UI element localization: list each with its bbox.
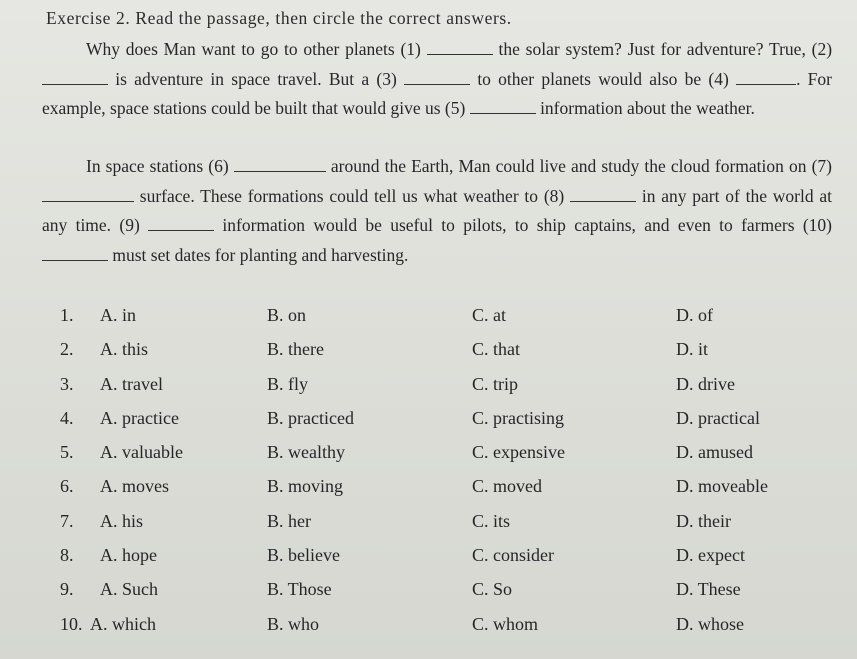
passage-text: surface. These formations could tell us what weather to (8)	[139, 185, 565, 206]
question-row-5	[60, 442, 840, 476]
exercise-title: Exercise 2. Read the passage, then circle the correct answers.	[46, 8, 512, 28]
question-row-9	[60, 579, 840, 613]
option-c[interactable]: C. at	[472, 305, 506, 325]
blank-1	[427, 40, 493, 55]
option-a[interactable]: A. which	[90, 613, 156, 634]
option-c[interactable]: C. expensive	[472, 442, 565, 463]
option-d[interactable]: D. These	[676, 579, 741, 600]
option-a[interactable]: A. travel	[100, 373, 163, 394]
passage-text: In space stations (6)	[86, 156, 229, 176]
option-b[interactable]: B. who	[267, 613, 320, 634]
option-c[interactable]: C. moved	[472, 476, 542, 497]
option-c[interactable]: C. that	[472, 339, 520, 360]
passage-paragraph-2	[42, 152, 832, 270]
question-row-4	[60, 408, 840, 442]
option-c[interactable]: C. consider	[472, 545, 554, 566]
option-a[interactable]: A. in	[100, 305, 136, 325]
question-number: 8.	[60, 545, 74, 566]
blank-5	[470, 99, 536, 114]
passage-text: is adventure in space travel. But a (3)	[115, 68, 397, 89]
passage-text: the solar system? Just for adventure? True, (2)	[498, 39, 833, 59]
option-b[interactable]: B. moving	[267, 476, 344, 497]
option-c[interactable]: C. its	[472, 510, 511, 531]
blank-2	[42, 70, 108, 85]
option-d[interactable]: D. of	[676, 305, 713, 325]
option-d[interactable]: D. their	[676, 510, 731, 531]
question-number: 10.	[60, 613, 83, 634]
question-number: 9.	[60, 579, 74, 600]
option-b[interactable]: B. wealthy	[267, 442, 345, 463]
question-row-8	[60, 545, 840, 579]
option-a[interactable]: A. practice	[100, 407, 179, 428]
question-row-2	[60, 339, 840, 373]
option-a[interactable]: A. moves	[100, 476, 169, 497]
question-number: 7.	[60, 510, 74, 531]
option-d[interactable]: D. it	[676, 339, 709, 360]
question-row-7	[60, 511, 840, 545]
blank-8	[570, 187, 636, 202]
option-d[interactable]: D. whose	[676, 613, 744, 634]
option-c[interactable]: C. practising	[472, 407, 564, 428]
passage-text: information would be useful to pilots, to ship captains, and even to farmers (10)	[222, 215, 833, 235]
passage-paragraph-1	[42, 35, 832, 124]
question-number: 1.	[60, 305, 74, 325]
blank-6	[234, 157, 326, 172]
blank-7	[42, 187, 134, 202]
option-b[interactable]: B. believe	[267, 545, 340, 566]
blank-10	[42, 246, 108, 261]
blank-3	[404, 70, 470, 85]
question-row-6	[60, 476, 840, 510]
blank-9	[148, 216, 214, 231]
option-b[interactable]: B. fly	[267, 373, 309, 394]
option-c[interactable]: C. whom	[472, 613, 539, 634]
option-a[interactable]: A. his	[100, 510, 144, 531]
option-b[interactable]: B. on	[267, 305, 307, 325]
option-b[interactable]: B. Those	[267, 579, 332, 600]
passage-text: Why does Man want to go to other planets (1)	[86, 39, 421, 59]
passage-text: . For example, space stations could be built that would give us (5)	[42, 68, 832, 118]
question-number: 2.	[60, 339, 74, 360]
question-row-1	[60, 305, 840, 339]
passage-text: to other planets would also be (4)	[477, 68, 729, 89]
question-number: 3.	[60, 373, 74, 394]
option-b[interactable]: B. there	[267, 339, 324, 360]
option-b[interactable]: B. her	[267, 510, 311, 531]
option-d[interactable]: D. drive	[676, 373, 735, 394]
question-row-10	[60, 614, 840, 648]
option-d[interactable]: D. practical	[676, 407, 760, 428]
passage-text: information about the weather.	[540, 98, 755, 118]
question-number: 6.	[60, 476, 74, 497]
question-row-3	[60, 374, 840, 408]
option-a[interactable]: A. this	[100, 339, 149, 360]
answer-options	[60, 305, 840, 648]
option-a[interactable]: A. Such	[100, 579, 158, 600]
option-d[interactable]: D. amused	[676, 442, 753, 463]
option-d[interactable]: D. expect	[676, 545, 745, 566]
option-c[interactable]: C. trip	[472, 373, 519, 394]
passage-text: in any part of the world at any time. (9)	[42, 185, 833, 235]
option-d[interactable]: D. moveable	[676, 476, 768, 497]
blank-4	[736, 70, 796, 85]
option-a[interactable]: A. valuable	[100, 442, 183, 463]
passage-text: must set dates for planting and harvesting.	[112, 244, 409, 265]
passage-text: around the Earth, Man could live and study the cloud formation on (7)	[330, 156, 832, 176]
question-number: 4.	[60, 407, 74, 428]
option-c[interactable]: C. So	[472, 579, 513, 600]
option-a[interactable]: A. hope	[100, 545, 157, 566]
option-b[interactable]: B. practiced	[267, 407, 354, 428]
question-number: 5.	[60, 442, 74, 463]
